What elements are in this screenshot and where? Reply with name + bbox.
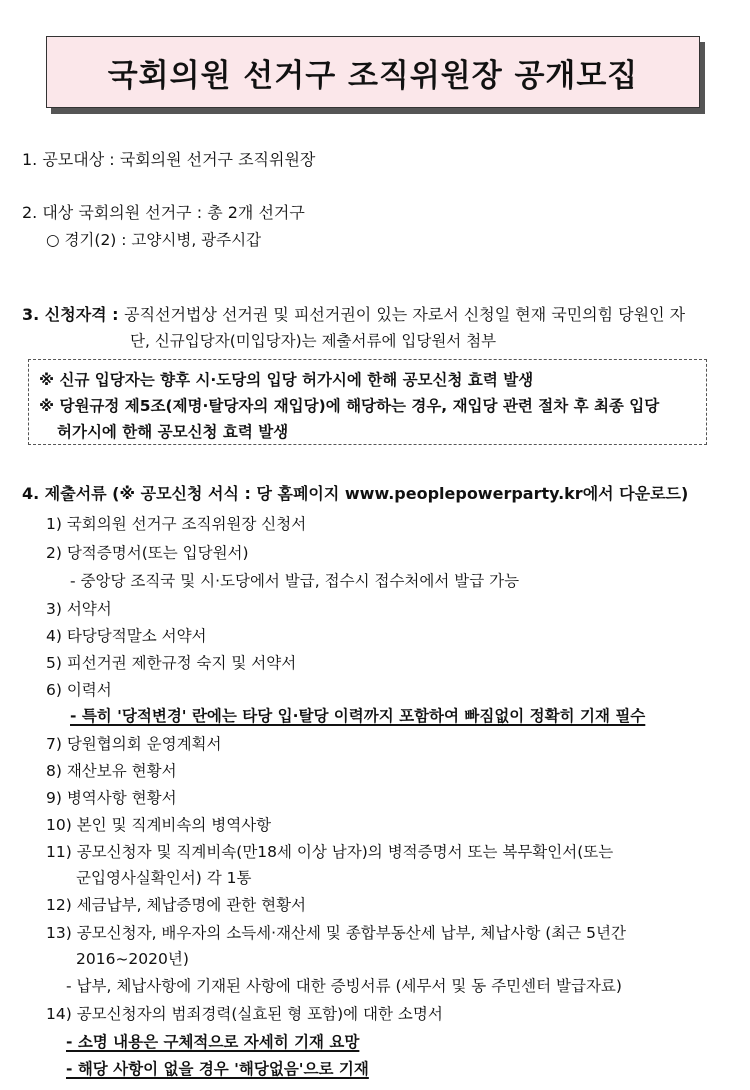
list-item: 14) 공모신청자의 범죄경력(실효된 형 포함)에 대한 소명서 [46,1005,443,1023]
list-item: 4) 타당당적말소 서약서 [46,627,207,645]
list-item-emphasis: - 해당 사항이 없을 경우 '해당없음'으로 기재 [66,1060,369,1078]
section-3-label: 3. 신청자격 : [22,305,125,324]
list-item: 9) 병역사항 현황서 [46,789,177,807]
list-item: 12) 세금납부, 체납증명에 관한 현황서 [46,896,307,914]
list-item: 7) 당원협의회 운영계획서 [46,735,222,753]
section-3 [22,302,685,325]
list-item: 11) 공모신청자 및 직계비속(만18세 이상 남자)의 병적증명서 또는 복무확인서(또는 [46,843,614,861]
list-item-cont: 군입영사실확인서) 각 1통 [76,869,252,887]
list-item: 8) 재산보유 현황서 [46,762,177,780]
notice-line-2: ※ 당원규정 제5조(제명·탈당자의 재입당)에 해당하는 경우, 재입당 관련 절차 후 최종 입당 [39,397,660,415]
page-title: 국회의원 선거구 조직위원장 공개모집 [107,57,639,94]
section-2-sub: ○ 경기(2) : 고양시병, 광주시갑 [46,231,262,249]
section-4: 4. 제출서류 (※ 공모신청 서식 : 당 홈페이지 www.peoplepowerparty.kr에서 다운로드) [22,484,689,503]
section-3-text1: 공직선거법상 선거권 및 피선거권이 있는 자로서 신청일 현재 국민의힘 당원인 자 [124,305,686,324]
notice-box [28,359,707,445]
list-item: 2) 당적증명서(또는 입당원서) [46,544,249,562]
notice-line-1: ※ 신규 입당자는 향후 시·도당의 입당 허가시에 한해 공모신청 효력 발생 [39,371,534,389]
list-item: 6) 이력서 [46,681,112,699]
list-item: - 중앙당 조직국 및 시·도당에서 발급, 접수시 접수처에서 발급 가능 [70,572,520,590]
section-2: 2. 대상 국회의원 선거구 : 총 2개 선거구 [22,203,305,222]
list-item-emphasis: - 소명 내용은 구체적으로 자세히 기재 요망 [66,1033,360,1051]
list-item: 1) 국회의원 선거구 조직위원장 신청서 [46,515,307,533]
list-item: 3) 서약서 [46,600,112,618]
notice-line-3: 허가시에 한해 공모신청 효력 발생 [57,423,289,441]
list-item: - 납부, 체납사항에 기재된 사항에 대한 증빙서류 (세무서 및 동 주민센터 발급자료) [66,977,622,995]
section-1: 1. 공모대상 : 국회의원 선거구 조직위원장 [22,150,316,169]
list-item-emphasis: - 특히 '당적변경' 란에는 타당 입·탈당 이력까지 포함하여 빠짐없이 정확히 기재 필수 [70,707,646,725]
section-3-text2: 단, 신규입당자(미입당자)는 제출서류에 입당원서 첨부 [130,332,497,350]
list-item: 13) 공모신청자, 배우자의 소득세·재산세 및 종합부동산세 납부, 체납사항 (최근 5년간 [46,924,626,942]
title-box [46,36,700,108]
list-item-cont: 2016~2020년) [76,950,189,968]
list-item: 10) 본인 및 직계비속의 병역사항 [46,816,272,834]
list-item: 5) 피선거권 제한규정 숙지 및 서약서 [46,654,297,672]
